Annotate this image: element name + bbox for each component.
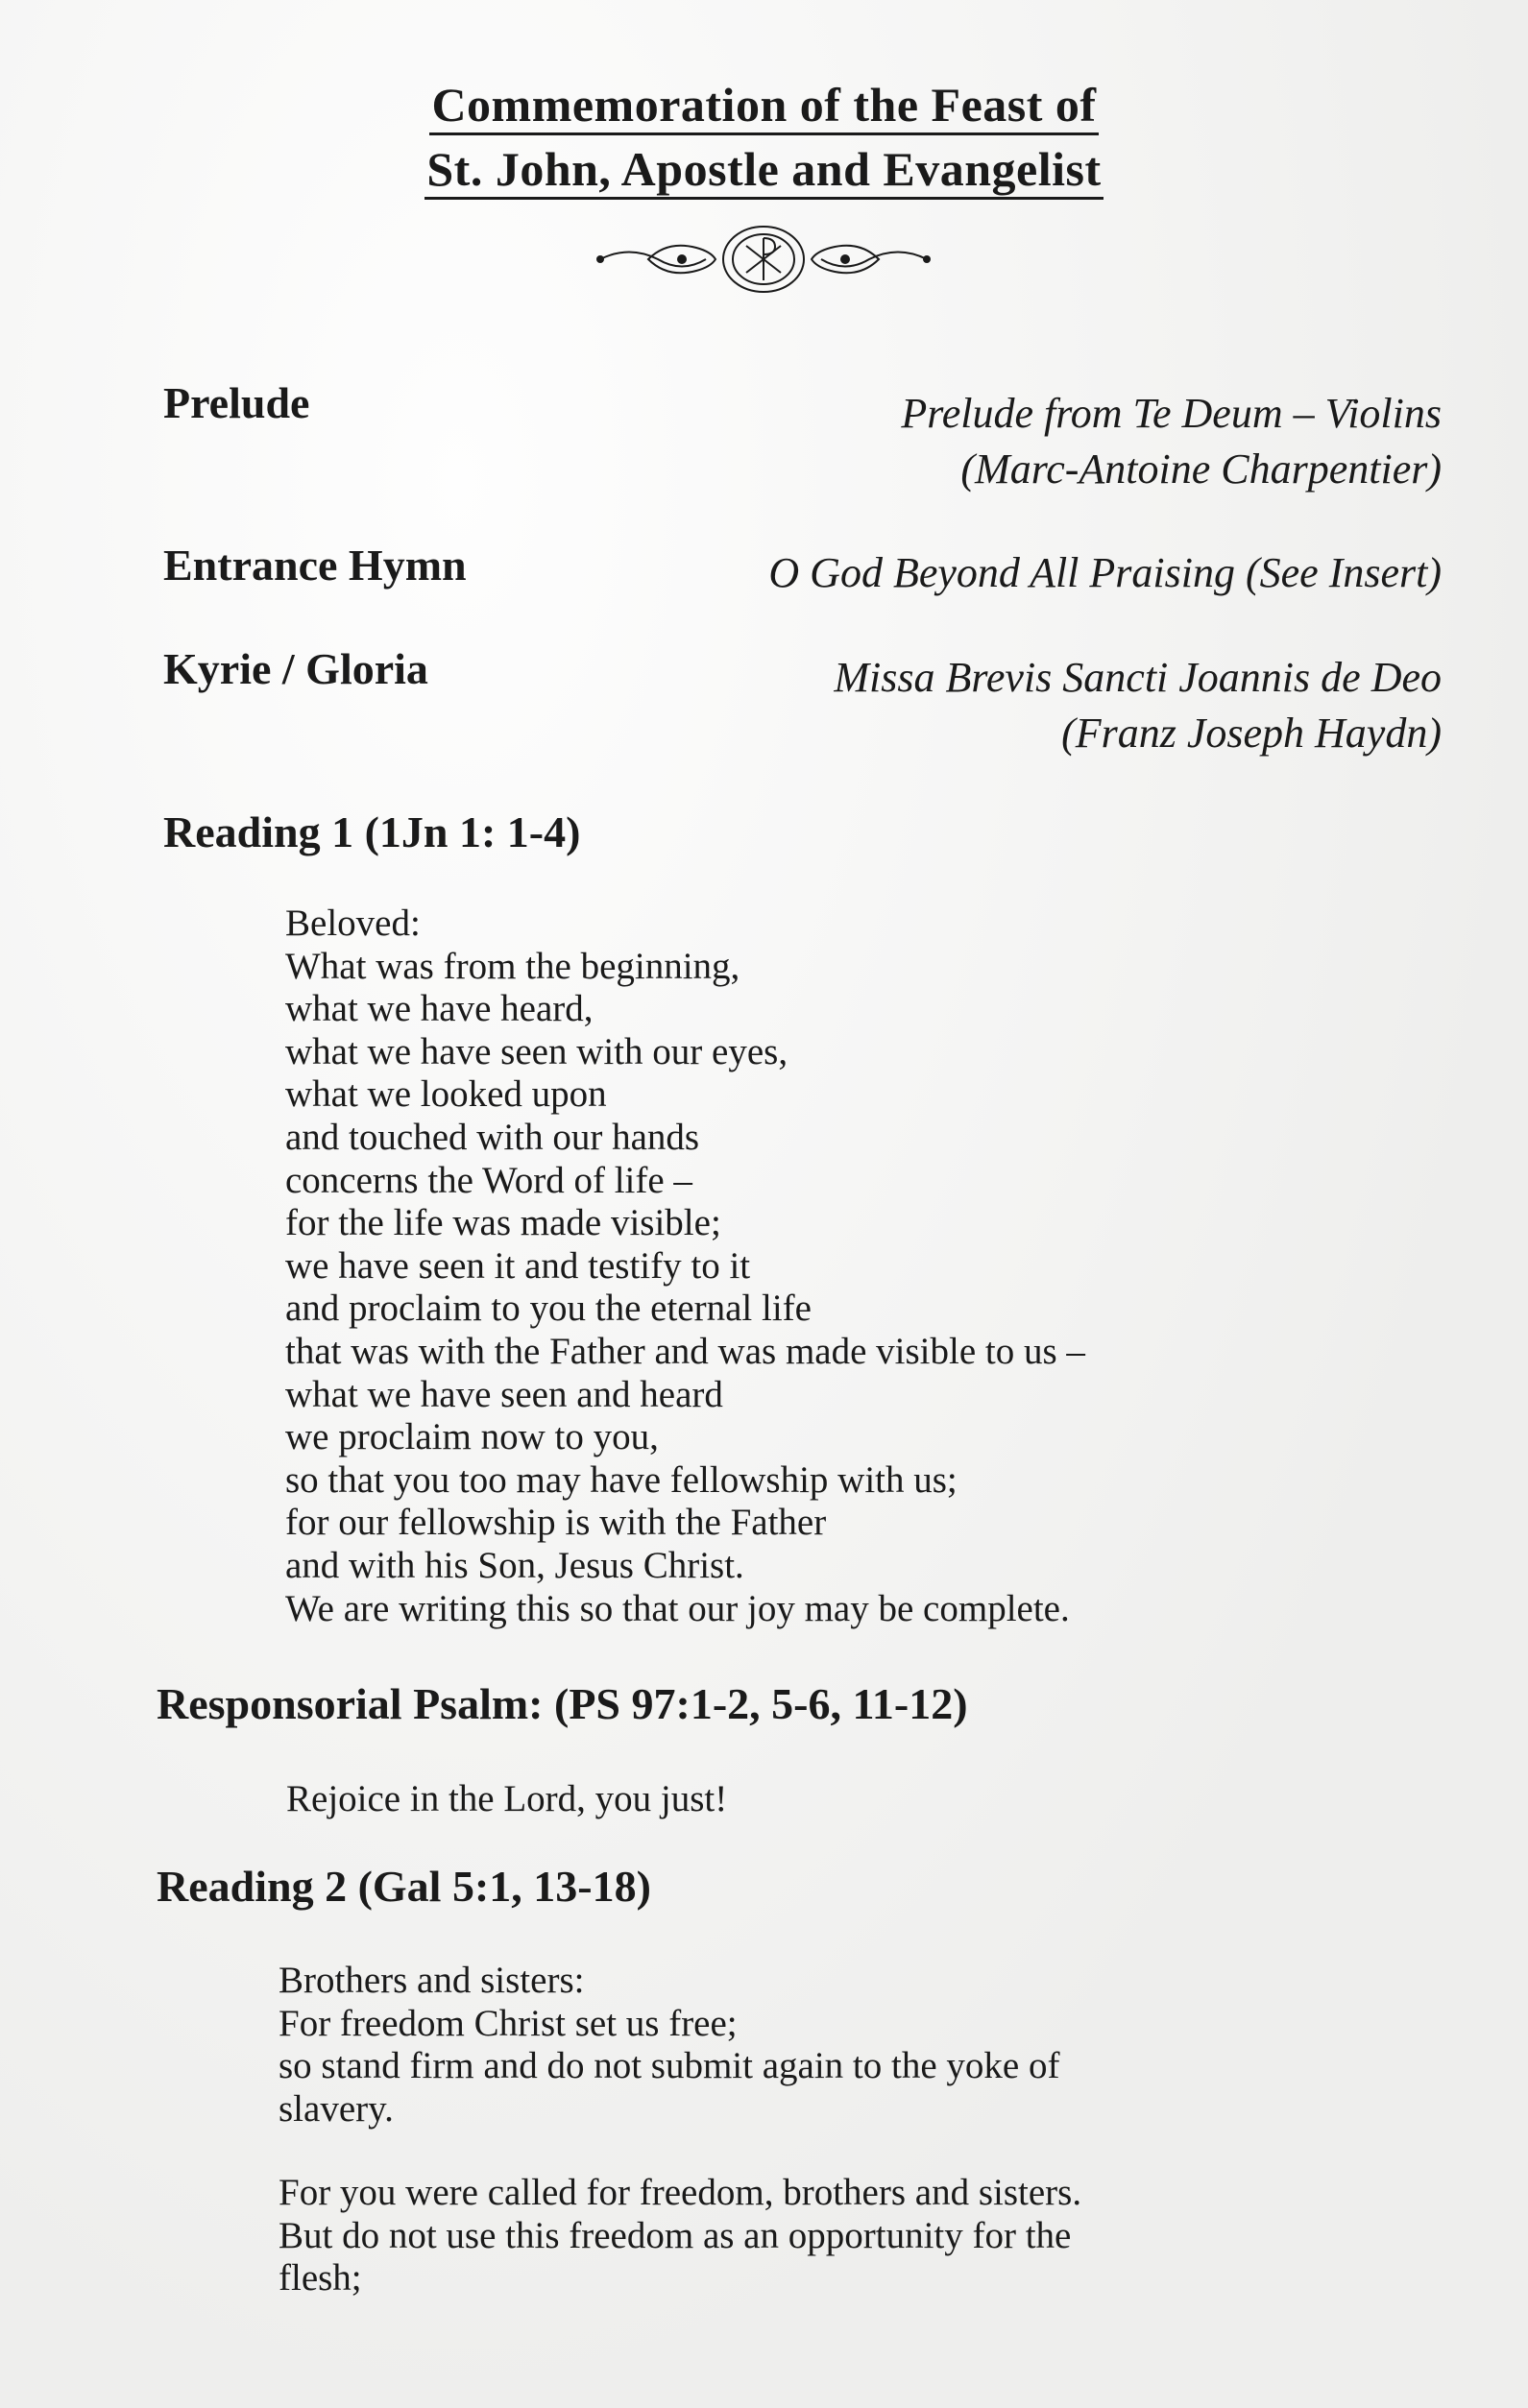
reading-1-line: for the life was made visible; [285,1202,721,1244]
reading-2-line: For freedom Christ set us free; [279,2002,738,2044]
kyrie-gloria-label: Kyrie / Gloria [163,644,428,693]
reading-2-heading: Reading 2 (Gal 5:1, 13-18) [157,1862,651,1911]
kyrie-gloria-piece [834,650,1442,761]
reading-2-line: flesh; [279,2257,362,2300]
reading-2-line: slavery. [279,2087,394,2130]
prelude-label: Prelude [163,378,310,427]
reading-2-line: For you were called for freedom, brothers and sisters. [279,2172,1082,2213]
reading-1-line: what we have seen and heard [285,1373,723,1415]
responsorial-psalm-heading: Responsorial Psalm: (PS 97:1-2, 5-6, 11-12) [157,1679,968,1728]
psalm-response [286,1778,727,1821]
reading-2-paragraph-2 [279,2172,1081,2300]
reading-1-line: concerns the Word of life – [285,1159,692,1201]
reading-1-line: and with his Son, Jesus Christ. [285,1544,744,1586]
reading-1-text [285,903,1085,1630]
reading-1-line: we proclaim now to you, [285,1416,659,1458]
reading-2-line: But do not use this freedom as an opportunity for the [279,2214,1072,2256]
page-title-line-1: Commemoration of the Feast of [0,77,1528,132]
reading-1-line: what we have seen with our eyes, [285,1030,788,1072]
reading-1-heading: Reading 1 (1Jn 1: 1-4) [163,807,581,856]
reading-1-line: what we have heard, [285,988,594,1030]
kyrie-gloria-title: Missa Brevis Sancti Joannis de Deo [834,654,1442,701]
kyrie-gloria-composer: (Franz Joseph Haydn) [1061,710,1442,757]
entrance-hymn-label: Entrance Hymn [163,541,467,590]
prelude-title: Prelude from Te Deum – Violins [901,390,1442,437]
psalm-response-line: Rejoice in the Lord, you just! [286,1778,728,1819]
reading-1-line: what we looked upon [285,1073,607,1116]
reading-1-line: and proclaim to you the eternal life [285,1288,812,1330]
reading-1-line: What was from the beginning, [285,945,740,987]
prelude-piece [901,386,1442,497]
reading-1-line: that was with the Father and was made visible to us – [285,1330,1085,1372]
reading-2-line: Brothers and sisters: [279,1960,585,2001]
reading-1-line: so that you too may have fellowship with us; [285,1458,958,1501]
reading-1-line: Beloved: [285,903,421,944]
entrance-hymn-title: O God Beyond All Praising (See Insert) [768,549,1442,596]
reading-1-line: and touched with our hands [285,1116,700,1158]
reading-1-line: for our fellowship is with the Father [285,1502,827,1544]
reading-1-line: we have seen it and testify to it [285,1244,751,1287]
prelude-composer: (Marc-Antoine Charpentier) [960,445,1442,493]
chi-rho-ornament-icon [591,221,936,298]
reading-1-line: We are writing this so that our joy may be complete. [285,1587,1070,1629]
reading-2-line: so stand firm and do not submit again to the yoke of [279,2045,1060,2087]
reading-2-paragraph-1 [279,1960,1059,2131]
page-title-line-2: St. John, Apostle and Evangelist [0,141,1528,197]
